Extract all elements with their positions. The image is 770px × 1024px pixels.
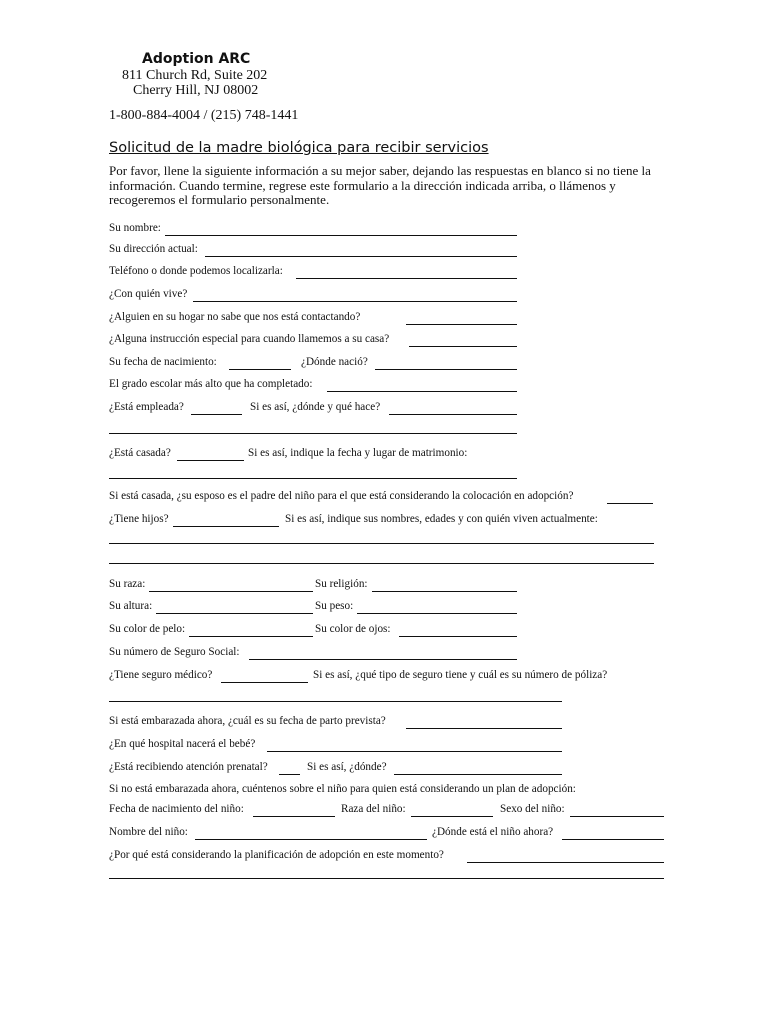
phone-numbers: 1-800-884-4004 / (215) 748-1441: [109, 108, 299, 123]
not-pregnant-note: Si no está embarazada ahora, cuéntenos sobre el niño para quien está considerando un plan de adopción:: [109, 783, 576, 795]
husband-father-field[interactable]: [607, 503, 653, 504]
call-instructions-field[interactable]: [409, 346, 517, 347]
child-sex-field[interactable]: [570, 816, 664, 817]
birth-place-label: ¿Dónde nació?: [301, 356, 368, 368]
race-label: Su raza:: [109, 578, 146, 590]
child-race-label: Raza del niño:: [341, 803, 406, 815]
employed-details-extra-line[interactable]: [109, 433, 517, 434]
insurance-details-label: Si es así, ¿qué tipo de seguro tiene y cuál es su número de póliza?: [313, 669, 608, 681]
weight-label: Su peso:: [315, 600, 354, 612]
married-details-label: Si es así, indique la fecha y lugar de matrimonio:: [248, 447, 468, 459]
child-name-field[interactable]: [195, 839, 427, 840]
ssn-field[interactable]: [249, 659, 517, 660]
due-date-label: Si está embarazada ahora, ¿cuál es su fecha de parto prevista?: [109, 715, 386, 727]
prenatal-care-label: ¿Está recibiendo atención prenatal?: [109, 761, 268, 773]
religion-label: Su religión:: [315, 578, 368, 590]
children-details-line-1[interactable]: [109, 543, 654, 544]
address-line-2: Cherry Hill, NJ 08002: [133, 83, 259, 98]
household-unaware-field[interactable]: [406, 324, 517, 325]
hair-color-label: Su color de pelo:: [109, 623, 186, 635]
education-label: El grado escolar más alto que ha completado:: [109, 378, 313, 390]
child-location-label: ¿Dónde está el niño ahora?: [432, 826, 554, 838]
name-field[interactable]: [165, 235, 517, 236]
height-field[interactable]: [156, 613, 313, 614]
married-label: ¿Está casada?: [109, 447, 171, 459]
children-details-line-2[interactable]: [109, 563, 654, 564]
hair-color-field[interactable]: [189, 636, 313, 637]
address-line-1: 811 Church Rd, Suite 202: [122, 68, 268, 83]
address-label: Su dirección actual:: [109, 243, 198, 255]
form-instructions: Por favor, llene la siguiente información a su mejor saber, dejando las respuestas en blanco si no tiene la información. Cuando termine, regrese este formulario a la dirección indicada arriba, o llámenos y recogeremos el formulario personalmente.: [109, 163, 651, 207]
height-label: Su altura:: [109, 600, 153, 612]
insurance-field[interactable]: [221, 682, 308, 683]
education-field[interactable]: [327, 391, 517, 392]
husband-father-label: Si está casada, ¿su esposo es el padre del niño para el que está considerando la colocación en adopción?: [109, 490, 574, 502]
hospital-field[interactable]: [267, 751, 562, 752]
name-label: Su nombre:: [109, 222, 161, 234]
birth-date-field[interactable]: [229, 369, 291, 370]
child-sex-label: Sexo del niño:: [500, 803, 565, 815]
weight-field[interactable]: [357, 613, 517, 614]
insurance-details-line[interactable]: [109, 701, 562, 702]
eye-color-field[interactable]: [399, 636, 517, 637]
employed-details-label: Si es así, ¿dónde y qué hace?: [250, 401, 381, 413]
why-adoption-label: ¿Por qué está considerando la planificación de adopción en este momento?: [109, 849, 444, 861]
address-field[interactable]: [205, 256, 517, 257]
child-birth-date-field[interactable]: [253, 816, 335, 817]
why-adoption-extra-line[interactable]: [109, 878, 664, 879]
insurance-label: ¿Tiene seguro médico?: [109, 669, 213, 681]
phone-contact-field[interactable]: [296, 278, 517, 279]
phone-contact-label: Teléfono o donde podemos localizarla:: [109, 265, 283, 277]
organization-name: Adoption ARC: [142, 51, 251, 67]
lives-with-label: ¿Con quién vive?: [109, 288, 188, 300]
household-unaware-label: ¿Alguien en su hogar no sabe que nos está contactando?: [109, 311, 361, 323]
birth-date-label: Su fecha de nacimiento:: [109, 356, 217, 368]
child-race-field[interactable]: [411, 816, 493, 817]
child-name-label: Nombre del niño:: [109, 826, 188, 838]
married-field[interactable]: [177, 460, 244, 461]
prenatal-where-field[interactable]: [394, 774, 562, 775]
call-instructions-label: ¿Alguna instrucción especial para cuando llamemos a su casa?: [109, 333, 390, 345]
lives-with-field[interactable]: [193, 301, 517, 302]
prenatal-care-field[interactable]: [279, 774, 300, 775]
hospital-label: ¿En qué hospital nacerá el bebé?: [109, 738, 256, 750]
race-field[interactable]: [149, 591, 313, 592]
married-details-line[interactable]: [109, 478, 517, 479]
employed-details-field[interactable]: [389, 414, 517, 415]
has-children-label: ¿Tiene hijos?: [109, 513, 169, 525]
prenatal-where-label: Si es así, ¿dónde?: [307, 761, 387, 773]
eye-color-label: Su color de ojos:: [315, 623, 391, 635]
employed-label: ¿Está empleada?: [109, 401, 184, 413]
employed-field[interactable]: [191, 414, 242, 415]
form-title: Solicitud de la madre biológica para recibir servicios: [109, 140, 489, 156]
due-date-field[interactable]: [406, 728, 562, 729]
has-children-field[interactable]: [173, 526, 279, 527]
religion-field[interactable]: [372, 591, 517, 592]
children-details-label: Si es así, indique sus nombres, edades y con quién viven actualmente:: [285, 513, 598, 525]
birth-place-field[interactable]: [375, 369, 517, 370]
child-location-field[interactable]: [562, 839, 664, 840]
ssn-label: Su número de Seguro Social:: [109, 646, 240, 658]
why-adoption-field[interactable]: [467, 862, 664, 863]
child-birth-date-label: Fecha de nacimiento del niño:: [109, 803, 244, 815]
